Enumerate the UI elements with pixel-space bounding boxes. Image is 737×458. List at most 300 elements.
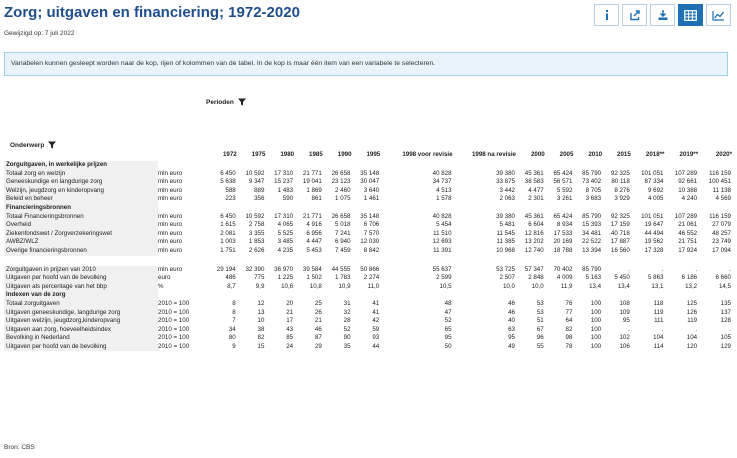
table-cell: 100 xyxy=(590,299,602,307)
row-label: Uitgaven als percentage van het bbp xyxy=(4,283,158,292)
toolbar xyxy=(594,4,731,26)
table-cell: 78 xyxy=(565,342,573,350)
table-cell: 19 562 xyxy=(644,238,664,246)
table-cell: 4 065 xyxy=(277,221,294,229)
table-cell: 29 xyxy=(314,342,322,350)
table-cell: 70 402 xyxy=(553,265,573,273)
table-cell: 12 816 xyxy=(524,229,544,237)
table-cell: 51 xyxy=(536,317,544,325)
table-cell: 4 447 xyxy=(306,238,322,246)
table-cell: 11 545 xyxy=(496,229,515,237)
table-row xyxy=(4,334,732,343)
column-header: 2019** xyxy=(679,150,699,158)
table-cell: 67 xyxy=(536,325,544,333)
row-label: Uitgaven per hoofd van de bevolking xyxy=(4,274,158,283)
table-cell: 3 355 xyxy=(248,229,265,237)
column-header: 1975 xyxy=(251,150,266,158)
table-cell: 126 xyxy=(686,308,698,316)
table-cell: 8 xyxy=(232,308,236,316)
table-cell: 52 xyxy=(343,325,351,333)
table-cell: 1 461 xyxy=(363,195,380,203)
table-cell: 39 584 xyxy=(302,265,322,273)
table-cell: 13 394 xyxy=(582,246,602,254)
table-cell: 32 390 xyxy=(245,265,265,273)
table-row xyxy=(4,187,732,196)
table-cell: 55 637 xyxy=(432,265,452,273)
table-cell: 17 094 xyxy=(712,246,731,254)
table-cell: 104 xyxy=(686,334,698,342)
page-title: Zorg; uitgaven en financiering; 1972-2020 xyxy=(4,4,300,21)
row-unit: % xyxy=(158,282,164,290)
table-cell: 10,0 xyxy=(531,282,544,290)
table-cell: 8 276 xyxy=(614,186,630,194)
table-cell: 100 xyxy=(590,342,602,350)
row-label: Welzijn, jeugdzorg en kinderopvang xyxy=(4,187,158,196)
table-cell: 1 578 xyxy=(436,195,452,203)
row-label: Bevolking in Nederland xyxy=(4,334,158,343)
table-cell: 10 592 xyxy=(245,212,265,220)
table-cell: 11 391 xyxy=(433,246,452,254)
table-cell: 6 660 xyxy=(715,274,731,282)
column-header: 2018** xyxy=(645,150,665,158)
table-cell: 101 051 xyxy=(641,212,664,220)
table-cell: 10,9 xyxy=(338,282,351,290)
table-cell: 7 241 xyxy=(335,229,351,237)
table-cell: 2 081 xyxy=(220,229,236,237)
table-cell: . xyxy=(695,265,698,273)
table-cell: 48 257 xyxy=(712,229,731,237)
table-cell: 11 138 xyxy=(712,186,731,194)
table-cell: 2 626 xyxy=(248,246,265,254)
table-cell: 65 424 xyxy=(553,212,573,220)
table-cell: 26 658 xyxy=(331,169,351,177)
table-cell: 4 005 xyxy=(647,195,664,203)
table-cell: 108 xyxy=(619,299,630,307)
info-button[interactable] xyxy=(594,4,619,26)
row-label: AWBZ/WLZ xyxy=(4,238,158,247)
table-cell: 2 460 xyxy=(335,186,351,194)
table-cell: 34 481 xyxy=(582,229,602,237)
table-cell: 40 718 xyxy=(610,229,630,237)
table-cell: 76 xyxy=(565,299,573,307)
table-cell: 7 570 xyxy=(363,229,380,237)
table-cell: 8 xyxy=(232,299,236,307)
row-label: Ziekenfondswet / Zorgverzekeringswet xyxy=(4,230,158,239)
table-icon xyxy=(684,10,697,21)
column-header: 2010 xyxy=(588,150,603,158)
table-cell: 98 xyxy=(565,334,573,342)
table-cell: 49 xyxy=(508,342,515,350)
table-cell: 8 934 xyxy=(556,221,573,229)
table-cell: 104 xyxy=(653,334,664,342)
table-cell: 26 xyxy=(314,308,322,316)
table-cell: 9 692 xyxy=(647,186,664,194)
table-cell: 59 xyxy=(372,325,380,333)
column-header: 1990 xyxy=(337,150,352,158)
table-cell: 13,2 xyxy=(685,282,698,290)
table-cell: 120 xyxy=(686,342,698,350)
table-cell: . xyxy=(661,265,664,273)
table-cell: 5 450 xyxy=(614,274,630,282)
column-header: 2020* xyxy=(715,150,732,158)
table-cell: 19 647 xyxy=(644,221,664,229)
table-cell: 1 783 xyxy=(335,274,351,282)
table-cell: 17 310 xyxy=(274,169,294,177)
table-cell: 7 xyxy=(232,317,236,325)
table-cell: 118 xyxy=(653,299,664,307)
section-title: Indexen van de zorg xyxy=(4,291,158,300)
table-cell: 1 225 xyxy=(277,274,294,282)
column-header: 1998 voor revisie xyxy=(402,150,453,158)
table-cell: 39 380 xyxy=(496,169,515,177)
filter-icon[interactable] xyxy=(238,98,246,106)
line-chart-icon xyxy=(712,10,725,21)
table-cell: 41 xyxy=(372,308,380,316)
table-cell: 53 725 xyxy=(496,265,515,273)
table-cell: 2 758 xyxy=(248,221,265,229)
table-cell: 21 xyxy=(286,308,294,316)
table-cell: 4 240 xyxy=(681,195,698,203)
section-filler xyxy=(158,291,732,300)
table-cell: . xyxy=(729,265,731,273)
table-cell: 95 xyxy=(444,334,452,342)
table-cell: 46 552 xyxy=(678,229,698,237)
table-row xyxy=(4,343,732,352)
table-cell: 100 xyxy=(590,317,602,325)
table-cell: 1 075 xyxy=(335,195,351,203)
table-cell: 3 261 xyxy=(556,195,573,203)
table-cell: 31 xyxy=(343,299,351,307)
table-cell: 6 186 xyxy=(681,274,698,282)
table-cell: 15 xyxy=(257,342,265,350)
table-cell: 11 510 xyxy=(433,229,452,237)
table-cell: 56 571 xyxy=(553,178,573,186)
row-label: Geneeskundige en langdurige zorg xyxy=(4,178,158,187)
table-cell: 87 xyxy=(314,334,322,342)
table-cell: 1 853 xyxy=(248,238,265,246)
table-row xyxy=(4,247,732,256)
table-cell: 9,9 xyxy=(255,282,265,290)
table-cell: 10,5 xyxy=(439,282,452,290)
row-unit: mln euro xyxy=(158,178,183,186)
table-cell: 10 xyxy=(257,317,265,325)
table-cell: 3 929 xyxy=(614,195,630,203)
table-cell: 111 xyxy=(654,317,664,325)
table-cell: 82 xyxy=(565,325,573,333)
table-cell: 34 xyxy=(228,325,236,333)
table-cell: 100 xyxy=(590,334,602,342)
table-row xyxy=(4,170,732,179)
row-label: Uitgaven per hoofd van de bevolking xyxy=(4,343,158,352)
table-cell: 6 706 xyxy=(363,221,380,229)
table-cell: 17 159 xyxy=(610,221,630,229)
table-cell: 42 xyxy=(372,317,380,325)
table-cell: 5 453 xyxy=(306,246,322,254)
table-cell: 590 xyxy=(282,195,294,203)
table-cell: 114 xyxy=(653,342,664,350)
table-cell: 6 604 xyxy=(528,221,544,229)
table-row xyxy=(4,221,732,230)
table-row xyxy=(4,274,732,283)
table-cell: 35 xyxy=(343,342,351,350)
table-cell: 20 xyxy=(286,299,294,307)
table-cell: 40 828 xyxy=(432,212,452,220)
table-cell: 4 477 xyxy=(528,186,544,194)
table-cell: 44 555 xyxy=(331,265,351,273)
info-banner: Variabelen kunnen gesleept worden naar de kop, rijen of kolommen van de tabel. In de kop is maar één item van een variabele te selecteren. xyxy=(4,52,728,76)
table-cell: 29 194 xyxy=(216,265,236,273)
table-cell: 1 502 xyxy=(306,274,322,282)
table-cell: 101 051 xyxy=(641,169,664,177)
table-cell: 77 xyxy=(565,308,573,316)
table-cell: 15 393 xyxy=(582,221,602,229)
share-button[interactable] xyxy=(622,4,647,26)
row-unit: mln euro xyxy=(158,186,183,194)
table-row xyxy=(4,238,732,247)
table-cell: 6 940 xyxy=(335,238,351,246)
table-cell: 5 525 xyxy=(277,229,294,237)
table-cell: 107 289 xyxy=(674,212,698,220)
table-cell: 46 xyxy=(508,308,515,316)
share-icon xyxy=(629,9,641,21)
row-label: Totaal Financieringsbronnen xyxy=(4,213,158,222)
table-cell: 85 790 xyxy=(582,212,602,220)
table-cell: 356 xyxy=(254,195,265,203)
table-cell: 92 661 xyxy=(678,178,698,186)
table-cell: 23 749 xyxy=(712,238,731,246)
table-cell: 64 xyxy=(565,317,573,325)
section-filler xyxy=(158,204,732,213)
table-cell: 223 xyxy=(225,195,236,203)
table-cell: 63 xyxy=(508,325,515,333)
column-header: 1972 xyxy=(222,150,237,158)
row-unit: mln euro xyxy=(158,195,183,203)
row-unit: mln euro xyxy=(158,238,183,246)
table-cell: 4 916 xyxy=(306,221,322,229)
table-cell: 95 xyxy=(508,334,515,342)
table-cell: 12 740 xyxy=(524,246,544,254)
table-cell: 4 235 xyxy=(277,246,294,254)
table-cell: 2 599 xyxy=(436,274,452,282)
table-cell: 11 385 xyxy=(496,238,515,246)
table-cell: 65 424 xyxy=(553,169,573,177)
table-cell: 17 924 xyxy=(678,246,698,254)
table-cell: 21 751 xyxy=(678,238,698,246)
table-cell: 95 xyxy=(622,317,630,325)
subject-dimension[interactable] xyxy=(10,141,56,149)
table-cell: 8,7 xyxy=(227,282,236,290)
section-title: Financieringsbronnen xyxy=(4,204,158,213)
table-cell: 5 163 xyxy=(585,274,602,282)
table-cell: 105 xyxy=(720,334,731,342)
column-header: 1998 na revisie xyxy=(471,150,516,158)
row-label: Totaal zorg en welzijn xyxy=(4,170,158,179)
table-cell: 5 018 xyxy=(335,221,351,229)
table-row xyxy=(4,230,732,239)
table-cell: 20 169 xyxy=(553,238,573,246)
table-cell: 14,5 xyxy=(718,282,731,290)
table-cell: 6 956 xyxy=(306,229,322,237)
table-cell: 12 693 xyxy=(432,238,452,246)
row-label: Overheid xyxy=(4,221,158,230)
table-cell: 39 380 xyxy=(496,212,515,220)
table-cell: . xyxy=(628,325,630,333)
table-cell: 16 560 xyxy=(610,246,630,254)
download-button[interactable] xyxy=(650,4,675,26)
table-cell: 35 148 xyxy=(360,212,380,220)
table-cell: 3 683 xyxy=(585,195,602,203)
table-cell: 21 771 xyxy=(302,169,322,177)
table-cell: 1 615 xyxy=(220,221,236,229)
periods-dimension[interactable] xyxy=(206,98,246,106)
table-cell: 27 079 xyxy=(712,221,731,229)
table-cell: 109 xyxy=(619,308,630,316)
table-cell: 100 451 xyxy=(708,178,731,186)
table-cell: 5 638 xyxy=(220,178,236,186)
table-cell: 775 xyxy=(254,274,265,282)
table-cell: 10,8 xyxy=(309,282,322,290)
data-table xyxy=(4,149,732,351)
table-cell: 5 592 xyxy=(556,186,573,194)
table-cell: 4 009 xyxy=(556,274,573,282)
table-cell: 28 xyxy=(343,317,351,325)
table-cell: 1 003 xyxy=(220,238,236,246)
table-cell: 128 xyxy=(720,317,731,325)
table-cell: 1 751 xyxy=(220,246,236,254)
row-unit: 2010 = 100 xyxy=(158,334,190,342)
row-label: Beleid en beheer xyxy=(4,195,158,204)
row-unit: mln euro xyxy=(158,265,183,273)
table-cell: 5 454 xyxy=(436,221,452,229)
table-cell: 87 334 xyxy=(644,178,664,186)
table-cell: 13,4 xyxy=(617,282,630,290)
table-cell: 45 361 xyxy=(524,169,544,177)
column-header: 1980 xyxy=(280,150,295,158)
table-cell: 9 xyxy=(232,342,236,350)
table-cell: 17 887 xyxy=(610,238,630,246)
table-cell: 125 xyxy=(686,299,698,307)
table-cell: 48 xyxy=(444,299,452,307)
table-cell: 21 xyxy=(314,317,322,325)
table-cell: 17 xyxy=(286,317,294,325)
table-cell: 2 301 xyxy=(528,195,544,203)
table-cell: 2 063 xyxy=(499,195,515,203)
table-cell: 17 310 xyxy=(274,212,294,220)
table-cell: 6 450 xyxy=(220,212,236,220)
table-cell: 102 xyxy=(619,334,630,342)
column-header: 1985 xyxy=(309,150,323,158)
table-cell: 45 361 xyxy=(524,212,544,220)
table-cell: 11,0 xyxy=(367,282,380,290)
table-row xyxy=(4,195,732,204)
row-label: Zorguitgaven in prijzen van 2010 xyxy=(4,266,158,275)
row-label: Uitgaven aan zorg, hoeveelheidsindex xyxy=(4,326,158,335)
table-cell: 861 xyxy=(311,195,322,203)
section-header-row xyxy=(4,161,732,170)
row-label: Totaal zorguitgaven xyxy=(4,300,158,309)
table-cell: 57 347 xyxy=(524,265,544,273)
table-cell: 10,0 xyxy=(502,282,515,290)
row-unit: 2010 = 100 xyxy=(158,325,190,333)
row-unit: mln euro xyxy=(158,169,183,177)
table-cell: 35 148 xyxy=(360,169,380,177)
table-cell: 3 442 xyxy=(499,186,515,194)
table-cell: 13,1 xyxy=(651,282,664,290)
chart-view-button[interactable] xyxy=(706,4,731,26)
table-cell: 5 481 xyxy=(499,221,515,229)
table-cell: 119 xyxy=(653,308,664,316)
table-cell: 12 030 xyxy=(360,238,380,246)
table-cell: 30 047 xyxy=(360,178,380,186)
table-cell: 10 592 xyxy=(245,169,265,177)
table-cell: 19 041 xyxy=(302,178,322,186)
table-cell: 13 xyxy=(257,308,265,316)
row-unit: 2010 = 100 xyxy=(158,308,190,316)
row-unit: mln euro xyxy=(158,246,183,254)
table-cell: 40 828 xyxy=(432,169,452,177)
table-cell: 4 569 xyxy=(715,195,731,203)
table-cell: 10 968 xyxy=(496,246,515,254)
table-cell: . xyxy=(628,265,630,273)
table-cell: 24 xyxy=(286,342,294,350)
table-cell: 15 237 xyxy=(274,178,294,186)
table-cell: 10 388 xyxy=(678,186,698,194)
table-cell: 7 459 xyxy=(335,246,351,254)
periods-label: Perioden xyxy=(206,98,234,106)
table-cell: 55 xyxy=(536,342,544,350)
table-cell: 17 533 xyxy=(553,229,573,237)
table-cell: 5 863 xyxy=(647,274,664,282)
table-cell: 486 xyxy=(225,274,236,282)
info-icon xyxy=(601,9,613,21)
table-cell: 22 522 xyxy=(582,238,602,246)
table-view-button[interactable] xyxy=(678,4,703,26)
row-label: Uitgaven welzijn, jeugdzorg,kinderopvang xyxy=(4,317,158,326)
table-cell: 6 450 xyxy=(220,169,236,177)
row-label: Uitgaven geneeskundige, langdurige zorg xyxy=(4,309,158,318)
table-cell: 106 xyxy=(619,342,630,350)
row-unit: mln euro xyxy=(158,221,183,229)
table-cell: 52 xyxy=(444,317,452,325)
table-cell: 21 061 xyxy=(678,221,698,229)
corner-cell xyxy=(4,149,158,161)
table-cell: 2 274 xyxy=(363,274,380,282)
table-cell: 36 970 xyxy=(274,265,294,273)
source-note: Bron: CBS xyxy=(4,444,35,451)
column-header: 2000 xyxy=(530,150,545,158)
table-cell: 80 xyxy=(228,334,236,342)
table-cell: 119 xyxy=(687,317,698,325)
row-unit: mln euro xyxy=(158,212,183,220)
table-cell: 2 507 xyxy=(499,274,515,282)
table-row xyxy=(4,266,732,275)
table-cell: 82 xyxy=(257,334,265,342)
table-row xyxy=(4,213,732,222)
table-cell: 137 xyxy=(720,308,731,316)
table-cell: 1 483 xyxy=(277,186,294,194)
table-cell: 32 xyxy=(343,308,351,316)
table-cell: . xyxy=(729,325,731,333)
filter-icon[interactable] xyxy=(48,141,56,149)
table-cell: . xyxy=(661,325,664,333)
table-cell: 50 866 xyxy=(360,265,380,273)
table-cell: . xyxy=(695,325,698,333)
table-cell: 92 325 xyxy=(610,169,630,177)
table-cell: 93 xyxy=(372,334,380,342)
table-cell: 8 842 xyxy=(363,246,380,254)
table-cell: 92 325 xyxy=(610,212,630,220)
column-header: 2005 xyxy=(559,150,574,158)
